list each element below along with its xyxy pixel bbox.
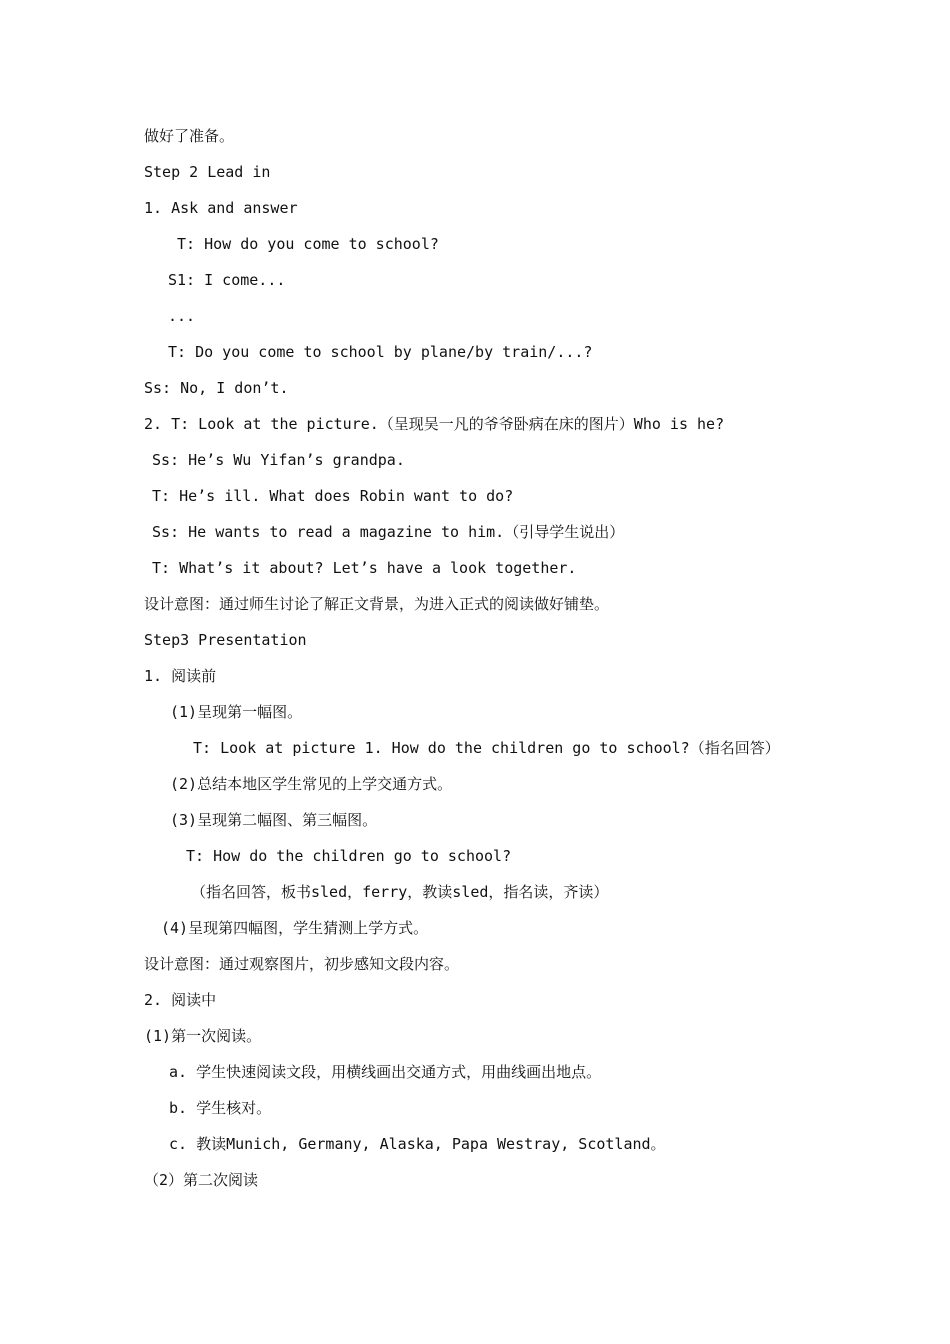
text-line: (2)总结本地区学生常见的上学交通方式。 [170,775,453,793]
dialogue-line: Ss: He wants to read a magazine to him.（引导学生说出） [152,523,625,541]
dialogue-line: T: How do you come to school? [177,235,439,253]
text-line: (1)第一次阅读。 [144,1027,262,1045]
section-heading: Step3 Presentation [144,631,307,649]
dialogue-line: T: How do the children go to school? [186,847,512,865]
dialogue-line: ... [168,307,196,325]
list-item: c. 教读Munich, Germany, Alaska, Papa Westray, Scotland。 [169,1135,666,1153]
text-line: （指名回答，板书sled，ferry，教读sled，指名读，齐读） [191,883,609,901]
text-line: 1. 阅读前 [144,667,217,685]
dialogue-line: Ss: No, I don’t. [144,379,289,397]
text-line: (1)呈现第一幅图。 [170,703,303,721]
design-intent-note: 设计意图：通过观察图片，初步感知文段内容。 [144,955,460,973]
dialogue-line: T: Look at picture 1. How do the children go to school?（指名回答） [193,739,780,757]
list-item: b. 学生核对。 [169,1099,272,1117]
dialogue-line: Ss: He’s Wu Yifan’s grandpa. [152,451,405,469]
text-line: （2）第二次阅读 [144,1171,259,1189]
dialogue-line: T: What’s it about? Let’s have a look together. [152,559,577,577]
text-line: 做好了准备。 [144,127,235,145]
text-line: (3)呈现第二幅图、第三幅图。 [170,811,378,829]
dialogue-line: S1: I come... [168,271,286,289]
section-heading: Step 2 Lead in [144,163,271,181]
dialogue-line: T: Do you come to school by plane/by train/...? [168,343,593,361]
dialogue-line: T: He’s ill. What does Robin want to do? [152,487,514,505]
list-item: a. 学生快速阅读文段，用横线画出交通方式，用曲线画出地点。 [169,1063,602,1081]
text-line: 1. Ask and answer [144,199,298,217]
text-line: 2. T: Look at the picture.（呈现吴一凡的爷爷卧病在床的图片）Who is he? [144,415,725,433]
text-line: 2. 阅读中 [144,991,217,1009]
text-line: (4)呈现第四幅图，学生猜测上学方式。 [161,919,429,937]
design-intent-note: 设计意图：通过师生讨论了解正文背景，为进入正式的阅读做好铺垫。 [144,595,610,613]
